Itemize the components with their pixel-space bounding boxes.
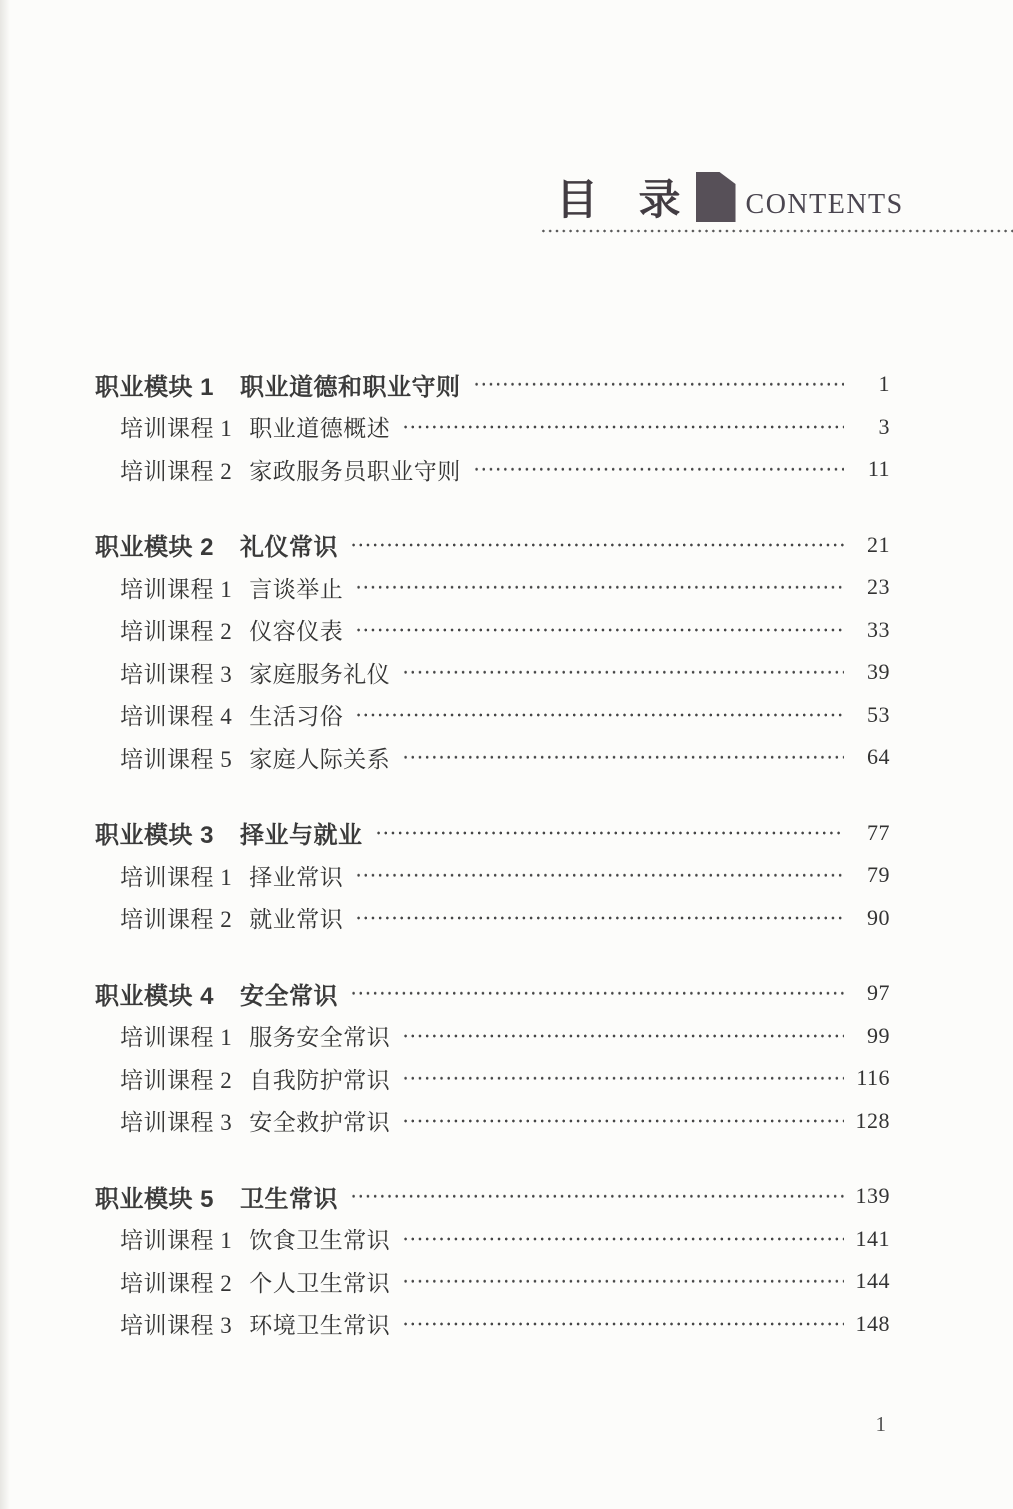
module-title: 礼仪常识 xyxy=(240,534,339,562)
course-page-number: 144 xyxy=(855,1268,890,1294)
course-page-number: 128 xyxy=(855,1107,890,1133)
dot-leader xyxy=(355,694,844,737)
toc-course-row xyxy=(95,1100,890,1143)
module-title: 安全常识 xyxy=(240,982,339,1010)
module-label: 职业模块 5 xyxy=(95,1185,215,1213)
scan-edge-shading xyxy=(0,0,10,1509)
toc-module-group xyxy=(95,524,890,779)
course-page-number: 79 xyxy=(867,862,890,888)
module-title: 职业道德和职业守则 xyxy=(240,373,461,401)
module-label: 职业模块 1 xyxy=(95,373,215,401)
module-label: 职业模块 4 xyxy=(95,982,215,1010)
course-label: 培训课程 2 xyxy=(120,458,233,484)
course-title: 饮食卫生常识 xyxy=(249,1228,391,1254)
toc-header-line xyxy=(540,172,1013,222)
dot-leader xyxy=(473,448,844,491)
course-label: 培训课程 1 xyxy=(120,416,233,442)
toc-module-row xyxy=(95,1175,890,1218)
toc-course-row xyxy=(95,406,890,449)
header-dotted-rule xyxy=(540,229,1013,233)
module-page-number: 1 xyxy=(878,371,890,397)
course-label: 培训课程 1 xyxy=(120,1025,233,1051)
course-page-number: 64 xyxy=(867,744,890,770)
module-page-number: 97 xyxy=(867,980,890,1006)
course-page-number: 141 xyxy=(855,1225,890,1251)
course-title: 安全救护常识 xyxy=(249,1110,391,1136)
toc-course-row xyxy=(95,448,890,491)
course-title: 个人卫生常识 xyxy=(249,1270,391,1296)
course-label: 培训课程 2 xyxy=(120,1270,233,1296)
dot-leader xyxy=(402,406,844,449)
dot-leader xyxy=(355,609,844,652)
toc-module-row xyxy=(95,363,890,406)
dot-leader xyxy=(402,1100,844,1143)
dot-leader xyxy=(350,524,844,567)
dot-leader xyxy=(402,1015,844,1058)
toc-module-group xyxy=(95,1175,890,1345)
course-label: 培训课程 1 xyxy=(120,864,233,890)
course-label: 培训课程 4 xyxy=(120,704,233,730)
course-label: 培训课程 2 xyxy=(120,1067,233,1093)
toc-module-group xyxy=(95,972,890,1142)
course-title: 自我防护常识 xyxy=(249,1067,391,1093)
course-title: 言谈举止 xyxy=(249,576,344,602)
dot-leader xyxy=(355,566,844,609)
toc-module-group xyxy=(95,812,890,940)
module-title: 卫生常识 xyxy=(240,1185,339,1213)
toc-module-group xyxy=(95,363,890,491)
dot-leader xyxy=(402,1303,844,1346)
course-title: 家政服务员职业守则 xyxy=(249,458,461,484)
toc-course-row xyxy=(95,694,890,737)
course-title: 环境卫生常识 xyxy=(249,1313,391,1339)
course-title: 家庭人际关系 xyxy=(249,746,391,772)
toc-course-row xyxy=(95,1303,890,1346)
toc-course-row xyxy=(95,736,890,779)
course-label: 培训课程 2 xyxy=(120,907,233,933)
page-title-english: CONTENTS xyxy=(745,189,904,220)
module-label: 职业模块 3 xyxy=(95,822,215,850)
course-page-number: 33 xyxy=(867,616,890,642)
toc-list xyxy=(95,363,890,1345)
course-label: 培训课程 3 xyxy=(120,661,233,687)
course-page-number: 23 xyxy=(867,574,890,600)
dot-leader xyxy=(350,972,844,1015)
dot-leader xyxy=(402,736,844,779)
course-label: 培训课程 1 xyxy=(120,576,233,602)
toc-course-row xyxy=(95,1015,890,1058)
course-page-number: 11 xyxy=(867,456,890,482)
course-title: 生活习俗 xyxy=(249,704,344,730)
course-label: 培训课程 5 xyxy=(120,746,233,772)
module-title: 择业与就业 xyxy=(240,822,363,850)
course-title: 职业道德概述 xyxy=(249,416,391,442)
toc-module-row xyxy=(95,812,890,855)
toc-course-row xyxy=(95,1057,890,1100)
toc-course-row xyxy=(95,897,890,940)
page-title-chinese: 目 录 xyxy=(556,178,681,224)
course-page-number: 39 xyxy=(867,659,890,685)
folio-page-number: 1 xyxy=(875,1412,886,1436)
dot-leader xyxy=(402,1218,844,1261)
dot-leader xyxy=(402,651,844,694)
toc-course-row xyxy=(95,1218,890,1261)
dot-leader xyxy=(473,363,844,406)
course-title: 就业常识 xyxy=(249,907,344,933)
module-label: 职业模块 2 xyxy=(95,534,215,562)
course-page-number: 116 xyxy=(856,1065,890,1091)
dot-leader xyxy=(402,1260,844,1303)
module-page-number: 21 xyxy=(867,531,890,557)
course-page-number: 3 xyxy=(878,413,890,439)
course-page-number: 99 xyxy=(867,1022,890,1048)
dot-leader xyxy=(350,1175,844,1218)
toc-course-row xyxy=(95,609,890,652)
toc-course-row xyxy=(95,566,890,609)
course-title: 仪容仪表 xyxy=(249,619,344,645)
course-label: 培训课程 2 xyxy=(120,619,233,645)
course-label: 培训课程 1 xyxy=(120,1228,233,1254)
toc-module-row xyxy=(95,524,890,567)
course-page-number: 90 xyxy=(867,904,890,930)
module-page-number: 77 xyxy=(867,819,890,845)
course-title: 家庭服务礼仪 xyxy=(249,661,391,687)
dot-leader xyxy=(375,812,844,855)
toc-course-row xyxy=(95,1260,890,1303)
course-page-number: 148 xyxy=(855,1310,890,1336)
course-label: 培训课程 3 xyxy=(120,1110,233,1136)
dog-eared-page-icon xyxy=(696,172,736,222)
dot-leader xyxy=(402,1057,844,1100)
toc-header xyxy=(540,172,1013,233)
page-footer xyxy=(95,1412,886,1437)
course-label: 培训课程 3 xyxy=(120,1313,233,1339)
toc-course-row xyxy=(95,651,890,694)
toc-module-row xyxy=(95,972,890,1015)
dot-leader xyxy=(355,854,844,897)
module-page-number: 139 xyxy=(855,1183,890,1209)
toc-course-row xyxy=(95,854,890,897)
course-page-number: 53 xyxy=(867,701,890,727)
course-title: 择业常识 xyxy=(249,864,344,890)
dot-leader xyxy=(355,897,844,940)
course-title: 服务安全常识 xyxy=(249,1025,391,1051)
